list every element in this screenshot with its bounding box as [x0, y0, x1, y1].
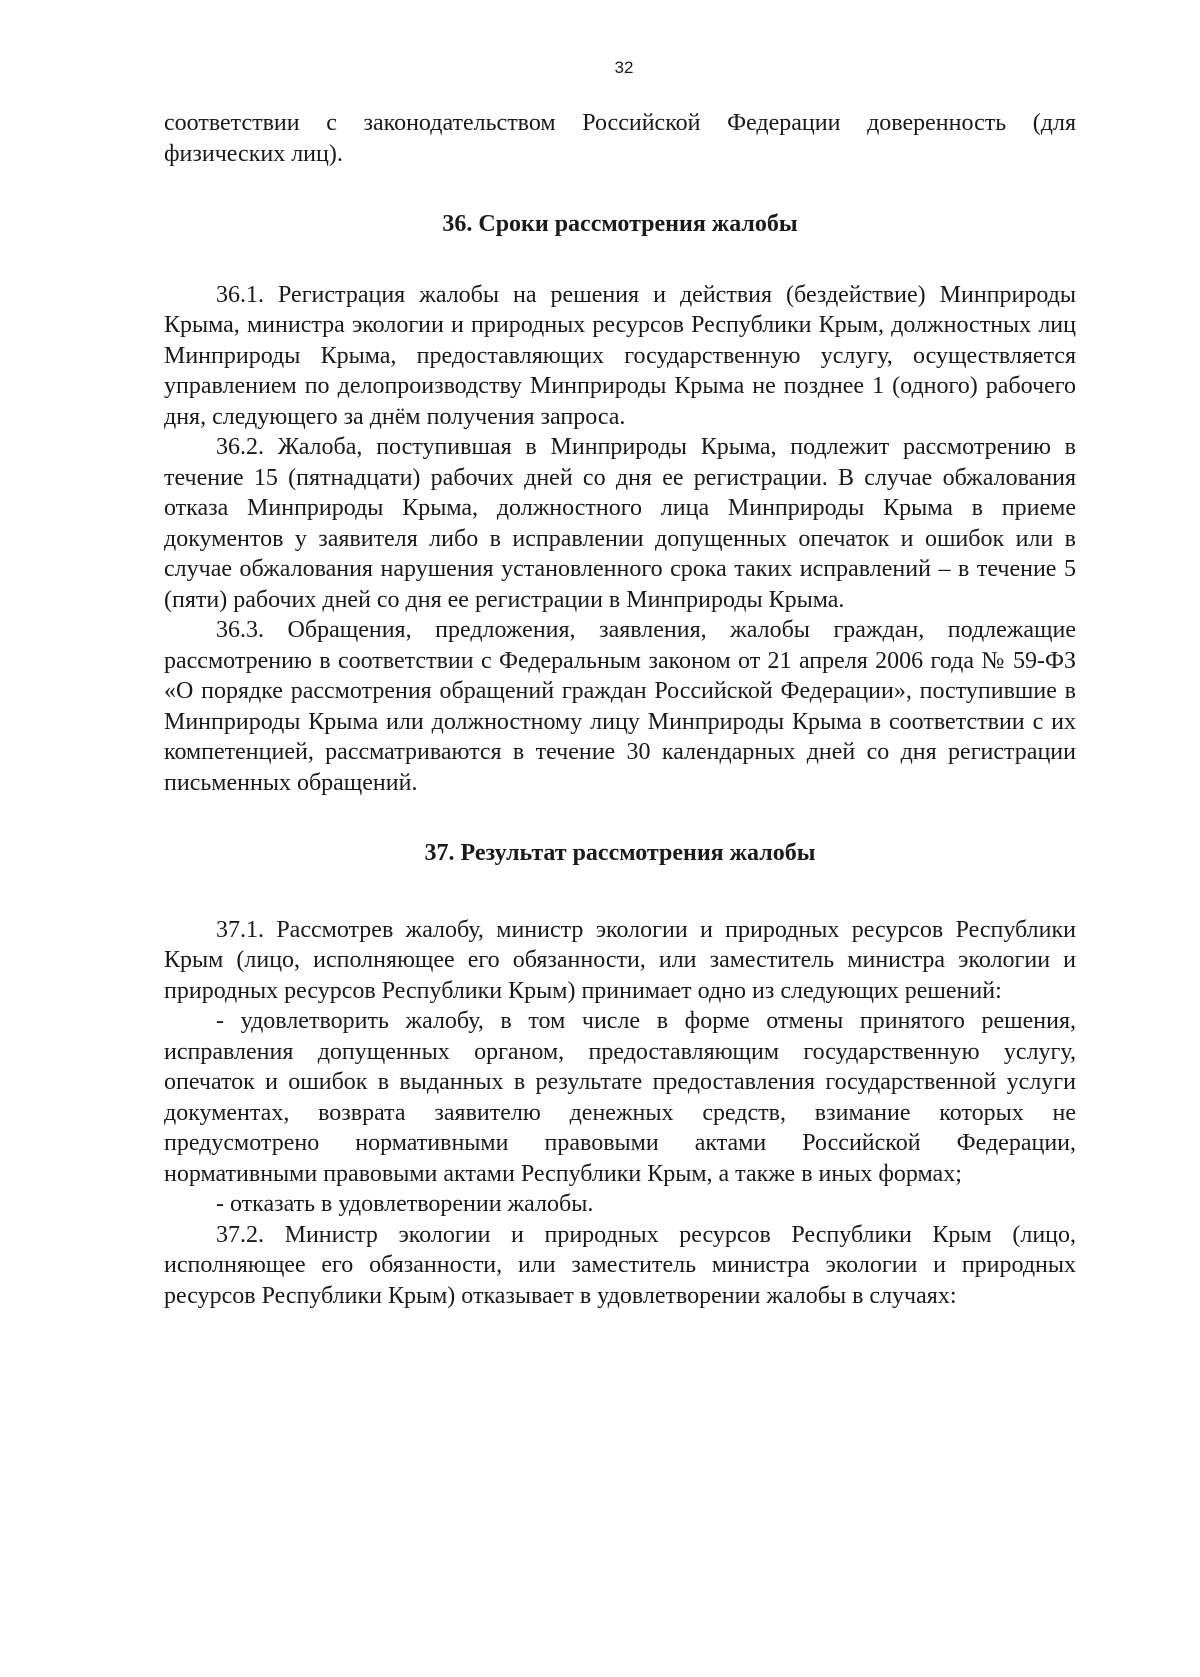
list-item-satisfy: - удовлетворить жалобу, в том числе в форме отмены принятого решения, исправления допущенных органом, предоставляющим государственную услугу, опечаток и ошибок в выданных в результате предоставления государственной услуги документах, возврата заявителю денежных средств, взимание которых не предусмотрено нормативными правовыми актами Российской Федерации, нормативными правовыми актами Республики Крым, а также в иных формах;	[164, 1008, 1076, 1187]
paragraph-36-2: 36.2. Жалоба, поступившая в Минприроды Крыма, подлежит рассмотрению в течение 15 (пятнадцати) рабочих дней со дня ее регистрации. В случае обжалования отказа Минприроды Крыма, должностного лица Минприроды Крыма в приеме документов у заявителя либо в исправлении допущенных опечаток и ошибок или в случае обжалования нарушения установленного срока таких исправлений – в течение 5 (пяти) рабочих дней со дня ее регистрации в Минприроды Крыма.	[164, 434, 1076, 613]
paragraph-36-1: 36.1. Регистрация жалобы на решения и действия (бездействие) Минприроды Крыма, министра экологии и природных ресурсов Республики Крым, должностных лиц Минприроды Крыма, предоставляющих государственную услугу, осуществляется управлением по делопроизводству Минприроды Крыма не позднее 1 (одного) рабочего дня, следующего за днём получения запроса.	[164, 281, 1076, 430]
paragraph-37-1: 37.1. Рассмотрев жалобу, министр экологии и природных ресурсов Республики Крым (лицо, исполняющее его обязанности, или заместитель министра экологии и природных ресурсов Республики Крым) принимает одно из следующих решений:	[164, 916, 1076, 1004]
page-number: 32	[614, 58, 634, 77]
paragraph-37-2: 37.2. Министр экологии и природных ресурсов Республики Крым (лицо, исполняющее его обязанности, или заместитель министра экологии и природных ресурсов Республики Крым) отказывает в удовлетворении жалобы в случаях:	[164, 1221, 1076, 1309]
section-37-heading: 37. Результат рассмотрения жалобы	[424, 840, 816, 866]
paragraph-36-3: 36.3. Обращения, предложения, заявления, жалобы граждан, подлежащие рассмотрению в соответствии с Федеральным законом от 21 апреля 2006 года № 59-ФЗ «О порядке рассмотрения обращений граждан Российской Федерации», поступившие в Минприроды Крыма или должностному лицу Минприроды Крыма в соответствии с их компетенцией, рассматриваются в течение 30 календарных дней со дня регистрации письменных обращений.	[164, 617, 1076, 796]
document-body	[164, 108, 1076, 1311]
list-item-refuse: - отказать в удовлетворении жалобы.	[216, 1191, 594, 1217]
paragraph-continuation: соответствии с законодательством Российской Федерации доверенность (для физических лиц).	[164, 110, 1076, 167]
section-36-heading: 36. Сроки рассмотрения жалобы	[442, 211, 798, 237]
